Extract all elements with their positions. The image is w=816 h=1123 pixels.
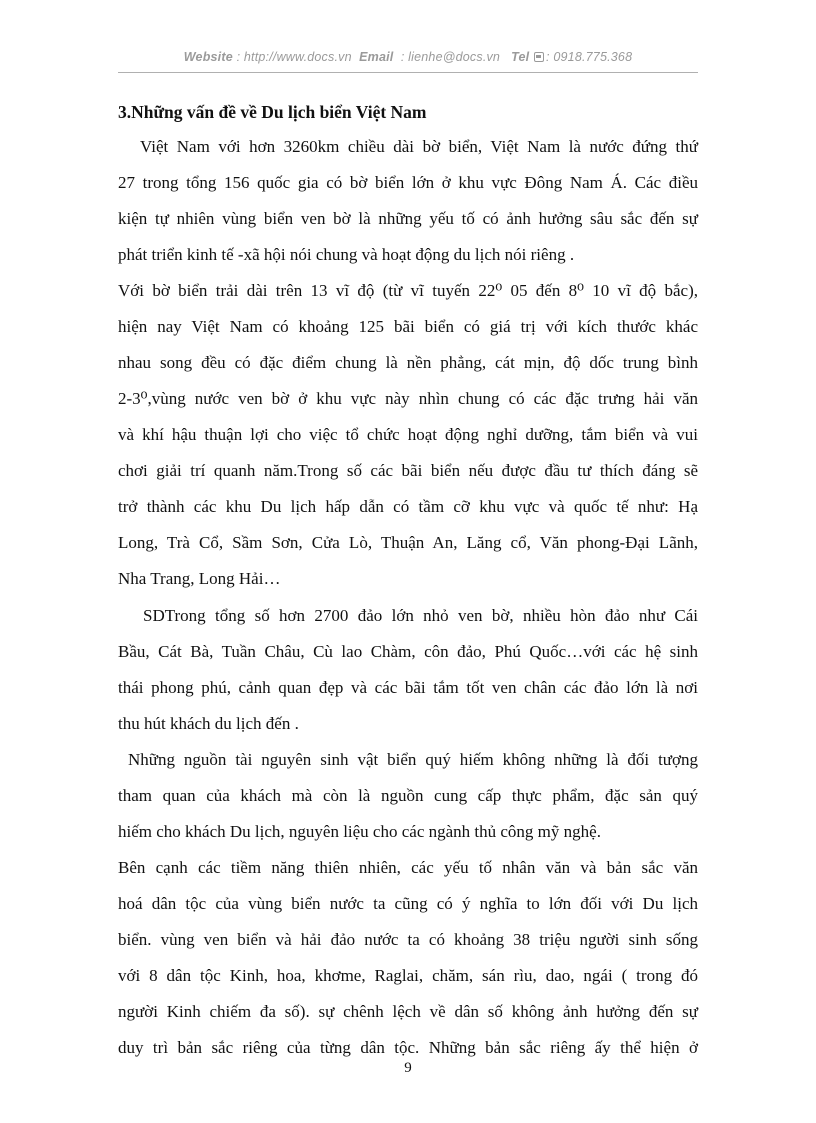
website-value: : http://www.docs.vn <box>236 50 352 64</box>
page-number: 9 <box>404 1060 412 1076</box>
text-line: Những nguồn tài nguyên sinh vật biển quý hiếm không những là đối tượng <box>128 750 698 769</box>
text-line: SDTrong tổng số hơn 2700 đảo lớn nhỏ ven bờ, nhiều hòn đảo như Cái <box>143 606 698 625</box>
text-line: và khí hậu thuận lợi cho việc tổ chức hoạt động nghỉ dưỡng, tắm biển và vui <box>118 425 698 444</box>
text-line: kiện tự nhiên vùng biển ven bờ là những yếu tố có ảnh hưởng sâu sắc đến sự <box>118 209 698 228</box>
text-line: với 8 dân tộc Kinh, hoa, khơme, Raglai, chăm, sán rìu, dao, ngái ( trong đó <box>118 966 698 985</box>
text-line: hiếm cho khách Du lịch, nguyên liệu cho các ngành thủ công mỹ nghệ. <box>118 822 601 841</box>
text-line: tham quan của khách mà còn là nguồn cung cấp thực phẩm, đặc sản quý <box>118 786 698 805</box>
text-line: Với bờ biển trải dài trên 13 vĩ độ (từ vĩ tuyến 22⁰ 05 đến 8⁰ 10 vĩ độ bắc), <box>118 281 698 300</box>
text-line: phát triển kinh tế -xã hội nói chung và hoạt động du lịch nói riêng . <box>118 245 575 264</box>
text-line: Long, Trà Cổ, Sầm Sơn, Cửa Lò, Thuận An, Lăng cổ, Văn phong-Đại Lãnh, <box>118 533 698 552</box>
text-line: người Kinh chiếm đa số). sự chênh lệch về dân số không ảnh hưởng đến sự <box>118 1002 698 1021</box>
text-line: Việt Nam với hơn 3260km chiều dài bờ biển, Việt Nam là nước đứng thứ <box>140 137 698 156</box>
text-line: hiện nay Việt Nam có khoảng 125 bãi biển có giá trị với kích thước khác <box>118 317 698 336</box>
website-label: Website <box>183 50 233 64</box>
text-line: Bên cạnh các tiềm năng thiên nhiên, các yếu tố nhân văn và bản sắc văn <box>118 858 698 877</box>
tel-value: : 0918.775.368 <box>546 50 633 64</box>
text-line: duy trì bản sắc riêng của từng dân tộc. Những bản sắc riêng ấy thể hiện ở <box>118 1038 698 1057</box>
text-line: chơi giải trí quanh năm.Trong số các bãi biển nếu được đầu tư thích đáng sẽ <box>118 461 698 480</box>
text-line: thu hút khách du lịch đến . <box>118 714 299 733</box>
section-heading: 3.Những vấn đề về Du lịch biển Việt Nam <box>118 102 427 122</box>
tel-label: Tel <box>511 50 530 64</box>
text-line: Bầu, Cát Bà, Tuần Châu, Cù lao Chàm, côn đảo, Phú Quốc…với các hệ sinh <box>118 642 698 661</box>
text-line: trở thành các khu Du lịch hấp dẫn có tầm cỡ khu vực và quốc tế như: Hạ <box>118 497 698 516</box>
text-line: nhau song đều có đặc điểm chung là nền phẳng, cát mịn, độ dốc trung bình <box>118 353 698 372</box>
text-line: biển. vùng ven biển và hải đảo nước ta có khoảng 38 triệu người sinh sống <box>118 930 698 949</box>
page-header <box>118 50 698 64</box>
text-line: Nha Trang, Long Hải… <box>118 569 281 588</box>
text-line: 2-3⁰,vùng nước ven bờ ở khu vực này nhìn chung có các đặc trưng hải văn <box>118 389 698 408</box>
header-divider <box>118 72 698 73</box>
email-value: : lienhe@docs.vn <box>400 50 501 64</box>
text-line: thái phong phú, cảnh quan đẹp và các bãi tắm tốt ven chân các đảo lớn là nơi <box>118 678 698 697</box>
text-line: hoá dân tộc của vùng biển nước ta cũng có ý nghĩa to lớn đối với Du lịch <box>118 894 698 913</box>
phone-icon <box>534 52 544 62</box>
text-line: 27 trong tổng 156 quốc gia có bờ biển lớn ở khu vực Đông Nam Á. Các điều <box>118 173 698 192</box>
email-label: Email <box>359 50 394 64</box>
